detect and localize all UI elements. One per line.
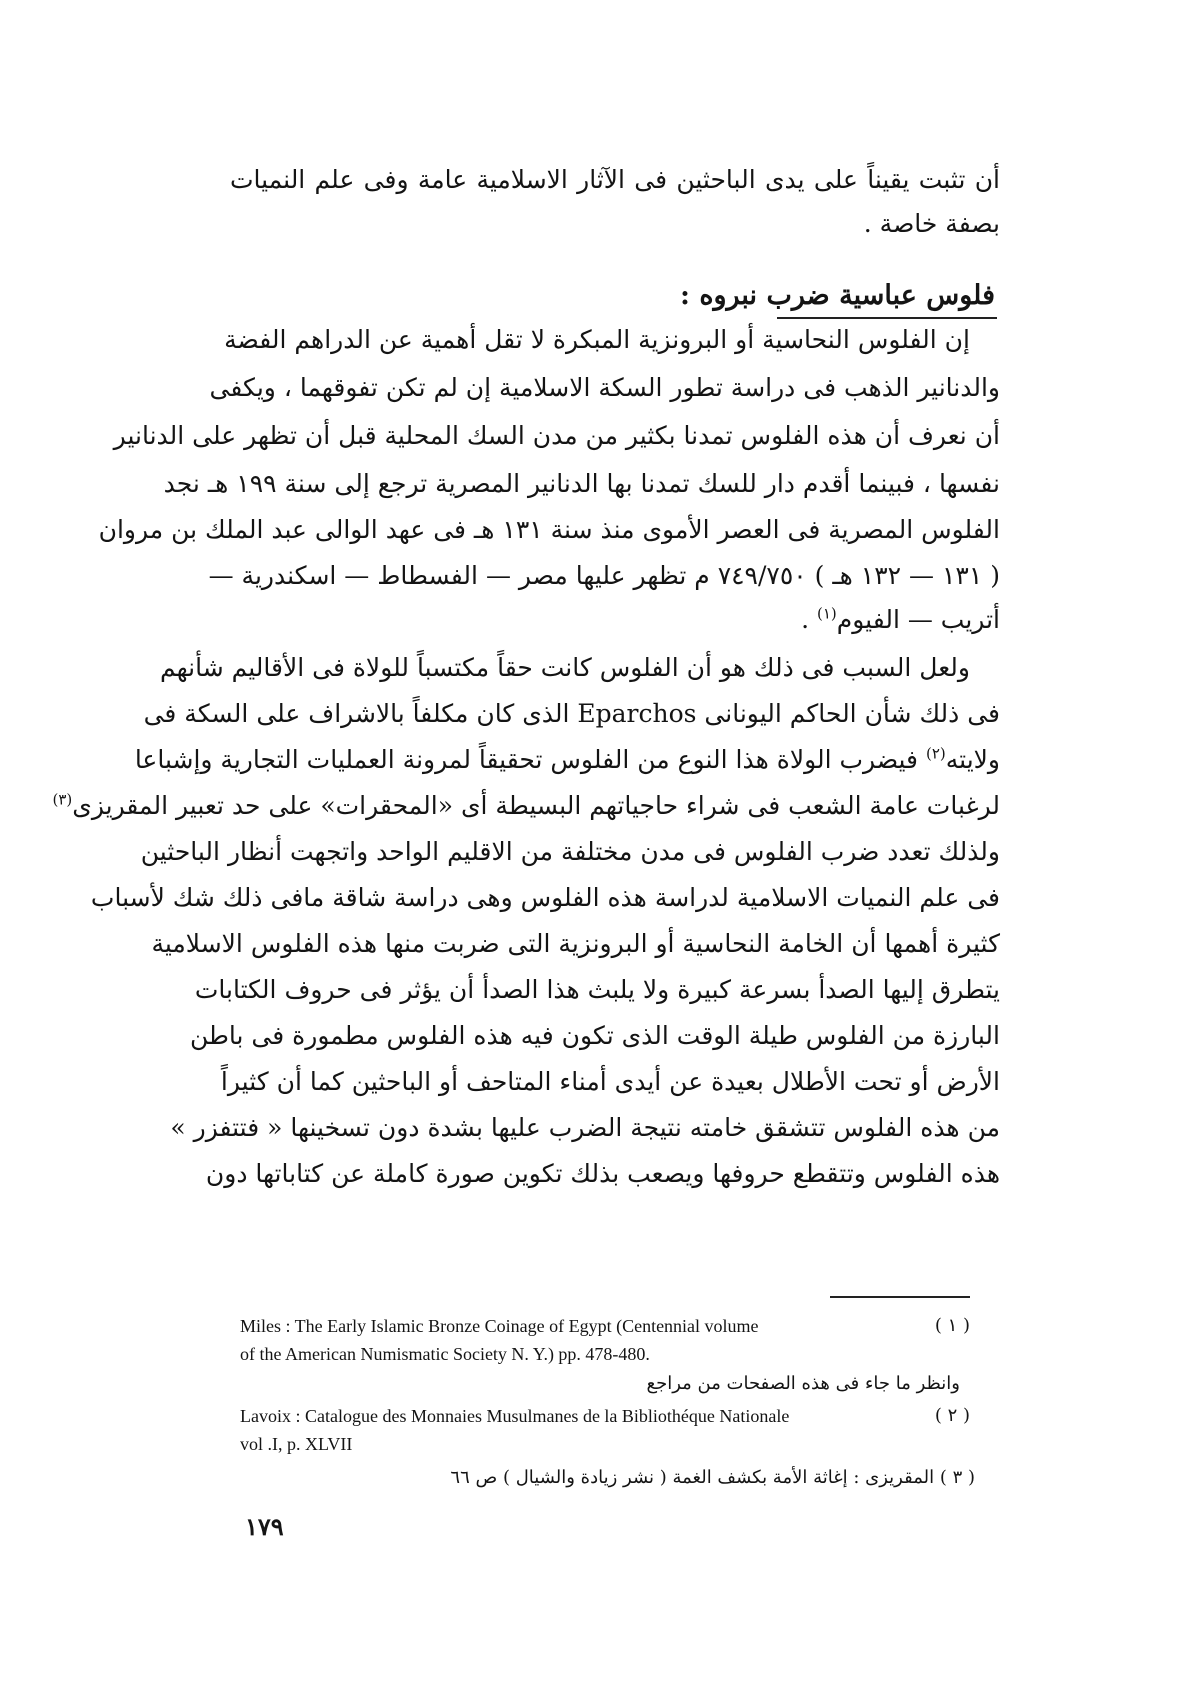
para2-line-4-text: لرغبات عامة الشعب فى شراء حاجياتهم البسيطة أى «المحقرات» على حد تعبير المقريزى (72, 791, 1000, 820)
heading-underline (777, 317, 997, 319)
para1-line-7-text: أتريب — الفيوم (836, 605, 1000, 634)
footnote-ref-2: (٢) (925, 744, 946, 763)
page-number: ١٧٩ (245, 1512, 284, 1541)
para2-line-12: هذه الفلوس وتتقطع حروفها ويصعب بذلك تكوين صورة كاملة عن كتاباتها دون (205, 1159, 1000, 1188)
footnote-ref-1: (١) (816, 604, 837, 623)
para2-line-11: من هذه الفلوس تتشقق خامته نتيجة الضرب عليها بشدة دون تسخينها « فتتفزر » (170, 1113, 1000, 1142)
para1-line-5: الفلوس المصرية فى العصر الأموى منذ سنة ١٣١ هـ فى عهد الوالى عبد الملك بن مروان (98, 515, 1000, 544)
para1-line-7: أتريب — الفيوم$^{(١)}$ . (801, 604, 1000, 634)
para1-line-6: ( ١٣١ — ١٣٢ هـ ) ٧٤٩/٧٥٠ م تظهر عليها مصر — الفسطاط — اسكندرية — (208, 561, 1000, 590)
para1-line-4: نفسها ، فبينما أقدم دار للسك تمدنا بها الدنانير المصرية ترجع إلى سنة ١٩٩ هـ نجد (163, 469, 1000, 498)
para2-line-10: الأرض أو تحت الأطلال بعيدة عن أيدى أمناء المتاحف أو الباحثين كما أن كثيراً (220, 1067, 1000, 1096)
para2-line-5: ولذلك تعدد ضرب الفلوس فى مدن مختلفة من الاقليم الواحد واتجهت أنظار الباحثين (140, 837, 1000, 866)
para1-line-3: أن نعرف أن هذه الفلوس تمدنا بكثير من مدن السك المحلية قبل أن تظهر على الدنانير (113, 421, 1000, 450)
footnote-1-arabic: وانظر ما جاء فى هذه الصفحات من مراجع (646, 1373, 960, 1394)
para2-line-3-rest: فيضرب الولاة هذا النوع من الفلوس تحقيقاً لمرونة العمليات التجارية وإشباعا (134, 745, 919, 774)
section-heading: فلوس عباسية ضرب نبروه : (679, 280, 995, 311)
para2-line-8: يتطرق إليها الصدأ بسرعة كبيرة ولا يلبث هذا الصدأ أن يؤثر فى حروف الكتابات (194, 975, 1000, 1004)
footnote-ref-3: (٣) (52, 790, 73, 809)
footnote-1-line-2: of the American Numismatic Society N. Y.) pp. 478-480. (240, 1344, 650, 1364)
footnote-3: ( ٣ ) المقريزى : إغاثة الأمة بكشف الغمة ( نشر زيادة والشيال ) ص ٦٦ (450, 1467, 975, 1488)
para1-line-2: والدنانير الذهب فى دراسة تطور السكة الاسلامية إن لم تكن تفوقهما ، ويكفى (209, 373, 1000, 402)
para2-line-3 (134, 740, 1000, 780)
intro-line-1: أن تثبت يقيناً على يدى الباحثين فى الآثار الاسلامية عامة وفى علم النميات (230, 165, 1000, 194)
para2-line-4 (52, 786, 1000, 826)
intro-line-2: بصفة خاصة . (863, 209, 1000, 238)
footnote-2-line-2: vol .I, p. XLVII (240, 1434, 353, 1454)
para2-line-1: ولعل السبب فى ذلك هو أن الفلوس كانت حقاً مكتسباً للولاة فى الأقاليم شأنهم (159, 653, 970, 682)
footnote-2-number: ( ٢ ) (934, 1405, 970, 1426)
para2-line-9: البارزة من الفلوس طيلة الوقت الذى تكون فيه هذه الفلوس مطمورة فى باطن (189, 1021, 1000, 1050)
para2-line-6: فى علم النميات الاسلامية لدراسة هذه الفلوس وهى دراسة شاقة مافى ذلك شك لأسباب (90, 883, 1000, 912)
footnote-1-line-1: Miles : The Early Islamic Bronze Coinage of Egypt (Centennial volume (240, 1316, 759, 1336)
para2-line-7: كثيرة أهمها أن الخامة النحاسية أو البرونزية التى ضربت منها هذه الفلوس الاسلامية (151, 929, 1000, 958)
para2-line-3-start: ولايته (945, 745, 1000, 774)
para2-line-2: فى ذلك شأن الحاكم اليونانى Eparchos الذى كان مكلفاً بالاشراف على السكة فى (143, 699, 1000, 728)
para1-line-1: إن الفلوس النحاسية أو البرونزية المبكرة لا تقل أهمية عن الدراهم الفضة (224, 325, 970, 354)
footnote-rule (830, 1296, 970, 1298)
footnote-2-line-1: Lavoix : Catalogue des Monnaies Musulmanes de la Bibliothéque Nationale (240, 1406, 790, 1426)
footnote-1-number: ( ١ ) (934, 1315, 970, 1336)
